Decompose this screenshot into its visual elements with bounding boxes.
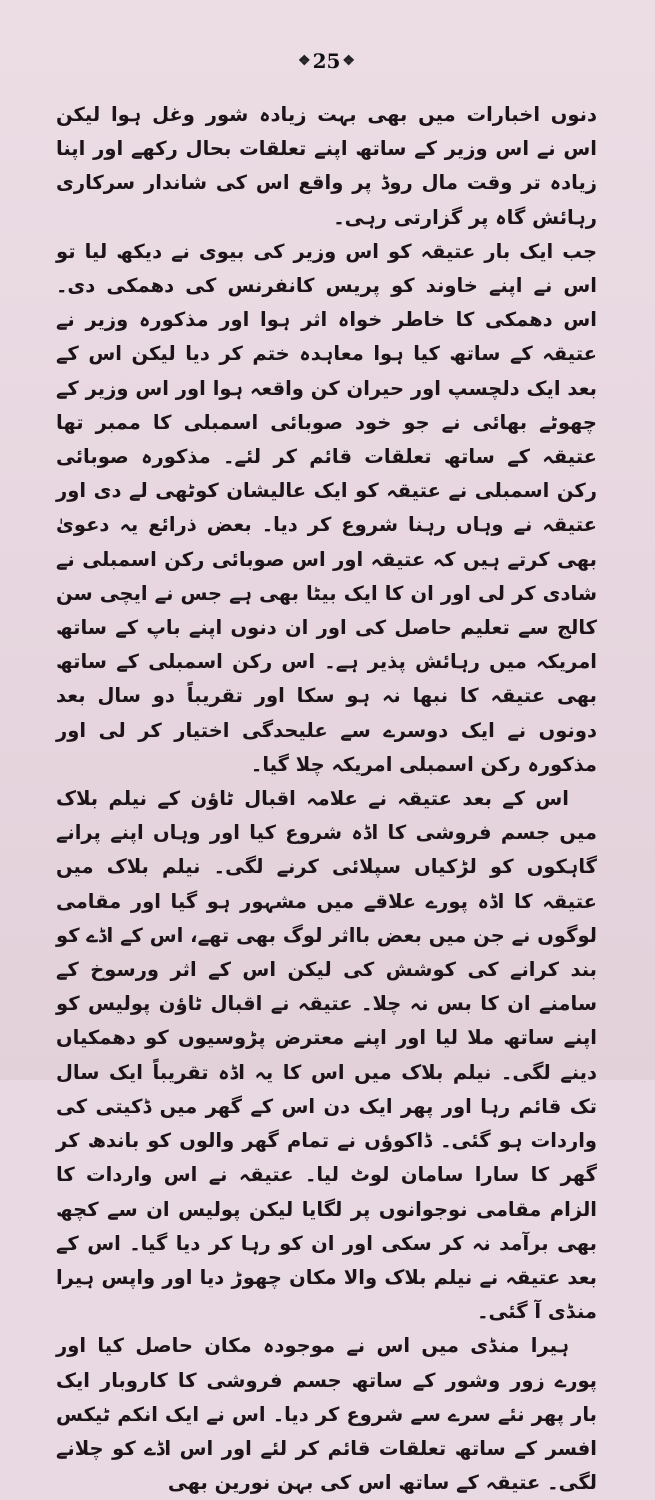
paragraph-4: ہیرا منڈی میں اس نے موجودہ مکان حاصل کیا اور پورے زور وشور کے ساتھ جسم فروشی کا کاروبار ایک بار پھر نئے سرے سے شروع کر دیا۔ اس نے ایک انکم ٹیکس افسر کے ساتھ تعلقات قائم کر لئے اور اس اڈے کو چلانے لگی۔ عتیقہ کے ساتھ اس کی بہن نورین بھی [56, 1334, 597, 1495]
page-number: 25 [312, 49, 341, 73]
page-number-box [298, 49, 355, 73]
page-header [56, 42, 597, 80]
paragraph-3: اس کے بعد عتیقہ نے علامہ اقبال ٹاؤن کے نیلم بلاک میں جسم فروشی کا اڈہ شروع کیا اور وہاں اپنے پرانے گاہکوں کو لڑکیاں سپلائی کرنے لگی۔ نیلم بلاک میں عتیقہ کا اڈہ پورے علاقے میں مشہور ہو گیا اور مقامی لوگوں نے جن میں بعض بااثر لوگ بھی تھے، اس کے اڈے کو بند کرانے کی کوشش کی لیکن اس کے اثر ورسوخ کے سامنے ان کا بس نہ چلا۔ عتیقہ نے اقبال ٹاؤن پولیس کو اپنے ساتھ ملا لیا اور اپنے معترض پڑوسیوں کو دھمکیاں دینے لگی۔ نیلم بلاک میں اس کا یہ اڈہ تقریباً ایک سال تک قائم رہا اور پھر ایک دن اس کے گھر میں ڈکیتی کی واردات ہو گئی۔ ڈاکوؤں نے تمام گھر والوں کو باندھ کر گھر کا سارا سامان لوٹ لیا۔ عتیقہ نے اس واردات کا الزام مقامی نوجوانوں پر لگایا لیکن پولیس ان سے کچھ بھی برآمد نہ کر سکی اور ان کو رہا کر دیا گیا۔ اس کے بعد عتیقہ نے نیلم بلاک والا مکان چھوڑ دیا اور واپس ہیرا منڈی آ گئی۔ [56, 787, 597, 1324]
page-body-text [56, 98, 597, 1500]
ornament-left-icon: ❖ [298, 53, 311, 69]
paragraph-2: جب ایک بار عتیقہ کو اس وزیر کی بیوی نے دیکھ لیا تو اس نے اپنے خاوند کو پریس کانفرنس کی دھمکی دی۔ اس دھمکی کا خاطر خواہ اثر ہوا اور مذکورہ وزیر نے عتیقہ کے ساتھ کیا ہوا معاہدہ ختم کر دیا لیکن اس کے بعد ایک دلچسپ اور حیران کن واقعہ ہوا اور اس وزیر کے چھوٹے بھائی نے جو خود صوبائی اسمبلی کا ممبر تھا عتیقہ کے ساتھ تعلقات قائم کر لئے۔ مذکورہ صوبائی رکن اسمبلی نے عتیقہ کو ایک عالیشان کوٹھی لے دی اور عتیقہ نے وہاں رہنا شروع کر دیا۔ بعض ذرائع یہ دعویٰ بھی کرتے ہیں کہ عتیقہ اور اس صوبائی رکن اسمبلی نے شادی کر لی اور ان کا ایک بیٹا بھی ہے جس نے ایچی سن کالج سے تعلیم حاصل کی اور ان دنوں اپنے باپ کے ساتھ امریکہ میں رہائش پذیر ہے۔ اس رکن اسمبلی کے ساتھ بھی عتیقہ کا نبھا نہ ہو سکا اور تقریباً دو سال بعد دونوں نے ایک دوسرے سے علیحدگی اختیار کر لی اور مذکورہ رکن اسمبلی امریکہ چلا گیا۔ [56, 239, 597, 776]
paragraph-1: دنوں اخبارات میں بھی بہت زیادہ شور وغل ہوا لیکن اس نے اس وزیر کے ساتھ اپنے تعلقات بحال رکھے اور اپنا زیادہ تر وقت مال روڈ پر واقع اس کی شاندار سرکاری رہائش گاہ پر گزارتی رہی۔ [56, 103, 597, 229]
ornament-right-icon: ❖ [342, 53, 355, 69]
